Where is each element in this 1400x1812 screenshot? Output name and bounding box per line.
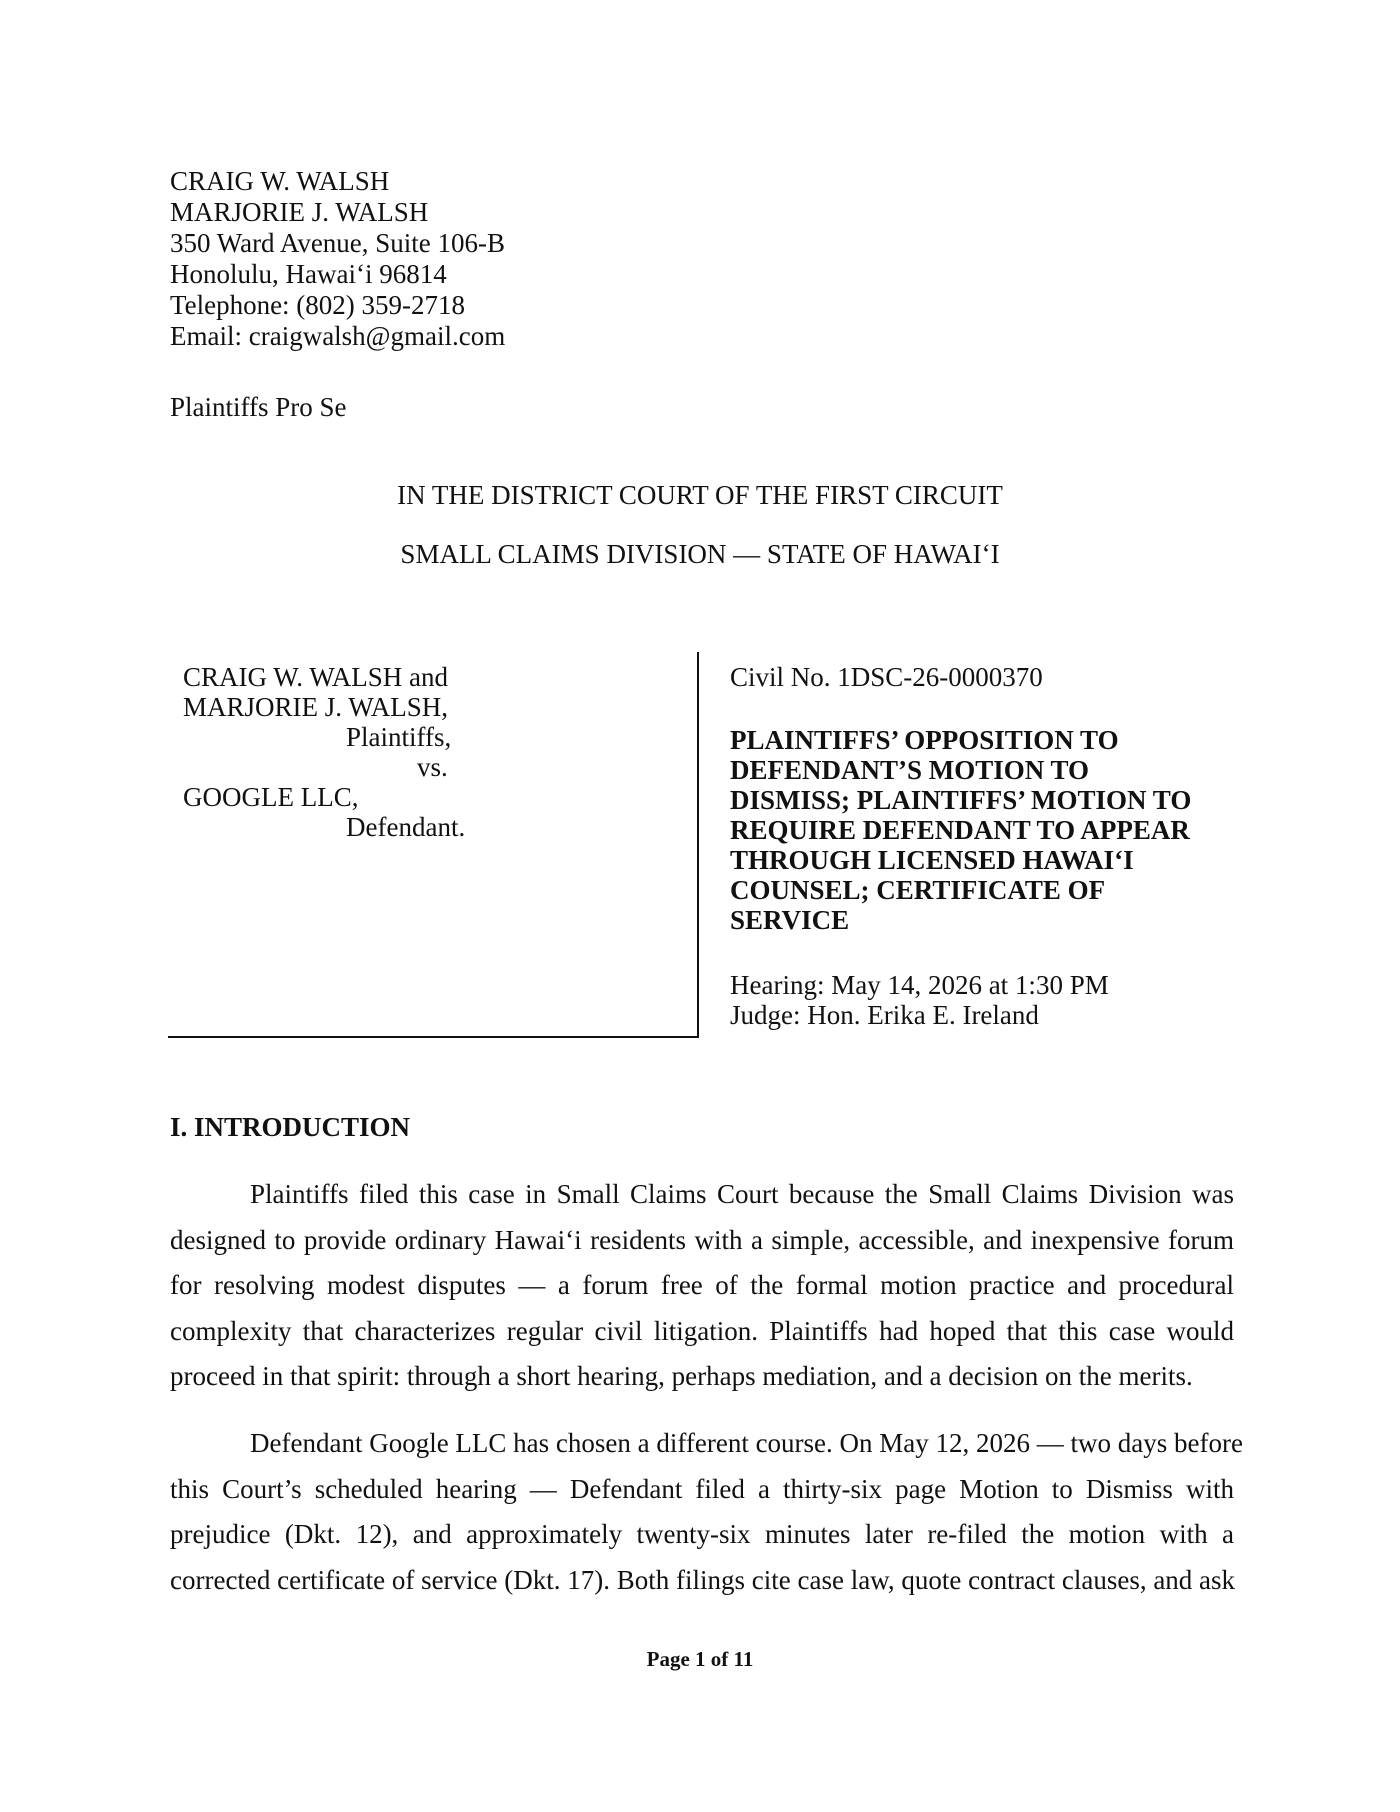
paragraph-line: this Court’s scheduled hearing — Defendant filed a thirty-six page Motion to Dismiss with: [170, 1473, 1234, 1504]
court-division: SMALL CLAIMS DIVISION — STATE OF HAWAI‘I: [400, 539, 1000, 569]
caption-parties: [183, 662, 465, 842]
document-title-line: COUNSEL; CERTIFICATE OF: [730, 875, 1106, 905]
document-title: [730, 725, 1191, 935]
caption-versus: vs.: [417, 752, 448, 782]
caption-horizontal-rule: [168, 1036, 699, 1038]
page-number: Page 1 of 11: [646, 1647, 754, 1671]
party-designation: Plaintiffs Pro Se: [170, 392, 347, 422]
caption-plaintiff-1: CRAIG W. WALSH and: [183, 662, 449, 692]
caption-defendant-label: Defendant.: [346, 812, 466, 842]
document-title-line: PLAINTIFFS’ OPPOSITION TO: [730, 725, 1119, 755]
caption-plaintiff-2: MARJORIE J. WALSH,: [183, 692, 449, 722]
body-paragraph: [170, 1421, 1243, 1603]
attorney-email: Email: craigwalsh@gmail.com: [170, 321, 506, 351]
paragraph-line: Plaintiffs filed this case in Small Claims Court because the Small Claims Division was: [250, 1179, 1234, 1209]
attorney-block: [170, 166, 505, 352]
attorney-telephone: Telephone: (802) 359-2718: [170, 290, 466, 320]
attorney-name-2: MARJORIE J. WALSH: [170, 197, 429, 227]
section-heading: I. INTRODUCTION: [170, 1112, 411, 1142]
civil-number: Civil No. 1DSC-26-0000370: [730, 662, 1043, 692]
paragraph-line: complexity that characterizes regular civil litigation. Plaintiffs had hoped that this case would: [170, 1315, 1234, 1346]
paragraph-line: for resolving modest disputes — a forum free of the formal motion practice and procedural: [170, 1270, 1234, 1300]
caption-defendant: GOOGLE LLC,: [183, 782, 359, 812]
document-title-line: REQUIRE DEFENDANT TO APPEAR: [730, 815, 1190, 845]
court-name: IN THE DISTRICT COURT OF THE FIRST CIRCUIT: [397, 480, 1003, 510]
hearing-info: Hearing: May 14, 2026 at 1:30 PM: [730, 970, 1109, 1000]
body-paragraph: [170, 1172, 1234, 1400]
document-title-line: THROUGH LICENSED HAWAI‘I: [730, 845, 1134, 875]
attorney-address-street: 350 Ward Avenue, Suite 106-B: [170, 228, 506, 258]
paragraph-line: designed to provide ordinary Hawai‘i residents with a simple, accessible, and inexpensive forum: [170, 1224, 1234, 1255]
attorney-address-city: Honolulu, Hawai‘i 96814: [170, 259, 447, 289]
caption-vertical-rule: [697, 652, 699, 1037]
judge-info: Judge: Hon. Erika E. Ireland: [730, 1000, 1039, 1030]
paragraph-line: corrected certificate of service (Dkt. 17). Both filings cite case law, quote contract clauses, and ask: [170, 1564, 1236, 1595]
attorney-name-1: CRAIG W. WALSH: [170, 166, 390, 196]
caption-plaintiffs-label: Plaintiffs,: [346, 722, 452, 752]
paragraph-line: Defendant Google LLC has chosen a different course. On May 12, 2026 — two days before: [250, 1428, 1243, 1458]
document-title-line: SERVICE: [730, 905, 850, 935]
document-title-line: DISMISS; PLAINTIFFS’ MOTION TO: [730, 785, 1192, 815]
paragraph-line: prejudice (Dkt. 12), and approximately twenty-six minutes later re-filed the motion with a: [170, 1519, 1234, 1549]
paragraph-line: proceed in that spirit: through a short hearing, perhaps mediation, and a decision on the merits.: [170, 1361, 1193, 1391]
document-title-line: DEFENDANT’S MOTION TO: [730, 755, 1090, 785]
